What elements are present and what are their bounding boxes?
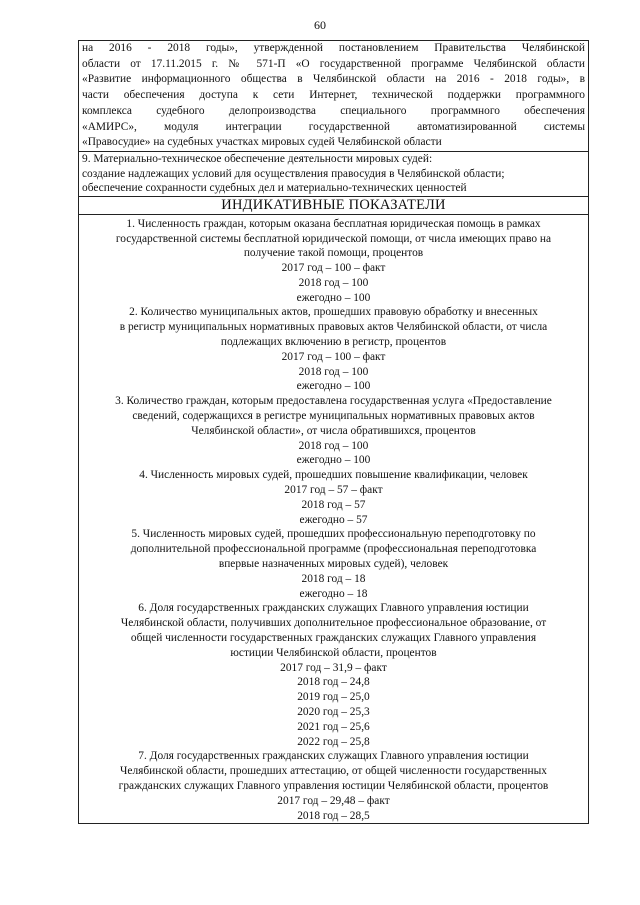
indicator-title-line: Челябинской области, прошедших аттестацию, от общей численности государственных (120, 765, 547, 778)
indicator-title-line: дополнительной профессиональной программе (профессиональная переподготовка (130, 543, 537, 556)
program-table (78, 40, 589, 824)
indicator-value: 2018 год – 100 (298, 365, 369, 378)
indicator-2 (83, 305, 584, 394)
indicator-title (83, 527, 584, 571)
indicator-title-line: гражданских служащих Главного управления юстиции Челябинской области, процентов (118, 779, 549, 792)
indicator-value: 2017 год – 29,48 – факт (277, 794, 390, 807)
indicator-title-line: 2. Количество муниципальных актов, прошедших правовую обработку и внесенных (129, 306, 538, 319)
indicator-title-line: 4. Численность мировых судей, прошедших повышение квалификации, человек (139, 469, 528, 482)
indicator-title-line: 6. Доля государственных гражданских служащих Главного управления юстиции (138, 602, 529, 615)
indicator-title (83, 394, 584, 438)
indicator-title (83, 601, 584, 660)
intro-line: «Правосудие» на судебных участках мировых судей Челябинской области (82, 136, 442, 149)
indicator-title-line: юстиции Челябинской области, процентов (230, 646, 437, 659)
indicator-value: 2017 год – 100 – факт (281, 350, 386, 363)
indicator-value: 2020 год – 25,3 (297, 706, 370, 718)
indicator-title-line: получение такой помощи, процентов (243, 247, 424, 260)
indicator-value: 2018 год – 24,8 (297, 676, 370, 689)
indicator-title-line: 7. Доля государственных гражданских служащих Главного управления юстиции (138, 750, 529, 763)
indicator-title-line: общей численности государственных гражданских служащих Главного управления (130, 632, 537, 645)
indicator-title (83, 305, 584, 349)
intro-line: комплекса судебного делопроизводства специального программного обеспечения (82, 104, 585, 117)
indicator-title-line: государственной системы бесплатной юридической помощи, от числа имеющих право на (115, 232, 552, 245)
indicator-title (83, 749, 584, 793)
indicator-title-line: впервые назначенных мировых судей), человек (218, 558, 449, 571)
indicator-value: ежегодно – 100 (296, 380, 371, 393)
indicator-title-line: подлежащих включению в регистр, процентов (220, 336, 447, 349)
indicator-value: ежегодно – 100 (296, 454, 371, 467)
indicator-value: ежегодно – 18 (299, 587, 368, 600)
indicator-value: 2018 год – 28,5 (297, 809, 370, 822)
indicator-1 (83, 217, 584, 306)
indicator-value: ежегодно – 100 (296, 291, 371, 304)
intro-cell (79, 41, 588, 152)
indicator-value: 2017 год – 100 – факт (281, 262, 386, 275)
intro-line: на 2016 - 2018 годы», утвержденной постановлением Правительства Челябинской (82, 42, 585, 54)
indicator-3 (83, 394, 584, 468)
indicator-7 (83, 749, 584, 823)
indicators-cell (79, 215, 588, 824)
indicator-4 (83, 468, 584, 527)
indicator-value: 2021 год – 25,6 (297, 720, 370, 733)
indicator-value: 2018 год – 57 (301, 498, 366, 511)
indicator-title (83, 468, 584, 483)
task-cell (79, 152, 588, 197)
indicator-title-line: сведений, содержащихся в регистре муниципальных нормативных правовых актов (132, 410, 535, 423)
indicator-title-line: 3. Количество граждан, которым предоставлена государственная услуга «Предоставление (115, 395, 552, 408)
indicator-value: 2022 год – 25,8 (297, 735, 370, 748)
indicator-title-line: в регистр муниципальных нормативных правовых актов Челябинской области, от числа (119, 321, 548, 334)
intro-line: «Развитие информационного общества в Челябинской области на 2016 - 2018 годы», в (82, 73, 585, 86)
intro-line: «АМИРС», модуля интеграции государственной автоматизированной системы (82, 120, 585, 133)
indicator-title-line: Челябинской области», от числа обратившихся, процентов (191, 424, 476, 437)
task-line: 9. Материально-техническое обеспечение деятельности мировых судей: (82, 152, 433, 165)
indicator-title (83, 217, 584, 261)
indicator-title-line: 1. Численность граждан, которым оказана бесплатная юридическая помощь в рамках (126, 217, 541, 230)
section-heading: ИНДИКАТИВНЫЕ ПОКАЗАТЕЛИ (79, 197, 588, 215)
intro-line: части обеспечения доступа к сети Интернет, технической поддержки программного (82, 89, 585, 102)
task-line: создание надлежащих условий для осуществления правосудия в Челябинской области; (82, 167, 505, 180)
intro-line: области от 17.11.2015 г. № 571-П «О государственной программе Челябинской области (82, 57, 585, 70)
indicator-value: 2017 год – 31,9 – факт (280, 661, 387, 674)
indicator-title-line: 5. Численность мировых судей, прошедших профессиональную переподготовку по (131, 528, 536, 541)
task-line: обеспечение сохранности судебных дел и материально-технических ценностей (82, 182, 467, 195)
indicator-value: 2019 год – 25,0 (297, 691, 370, 704)
indicator-5 (83, 527, 584, 601)
indicator-value: 2018 год – 100 (298, 439, 369, 452)
indicator-value: 2018 год – 18 (301, 572, 366, 585)
indicator-6 (83, 601, 584, 749)
indicator-title-line: Челябинской области, получивших дополнительное профессиональное образование, от (120, 617, 547, 630)
indicator-value: 2017 год – 57 – факт (284, 484, 383, 497)
page-number: 60 (314, 18, 326, 32)
indicator-value: ежегодно – 57 (299, 513, 368, 526)
indicator-value: 2018 год – 100 (298, 276, 369, 289)
